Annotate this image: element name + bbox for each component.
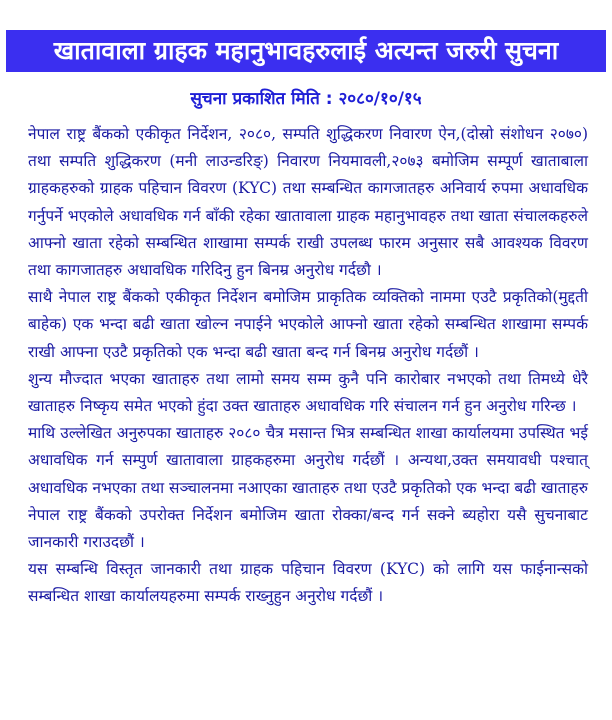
notice-title-banner [6, 30, 606, 72]
notice-title: खातावाला ग्राहक महानुभावहरुलाई अत्यन्त जरुरी सुचना [53, 36, 559, 65]
notice-paragraph-deadline: माथि उल्लेखित अनुरुपका खाताहरु २०८० चैत्र मसान्त भित्र सम्बन्धित शाखा कार्यालयमा उपस्थित भई अधावधिक गर्न सम्पुर्ण खातावाला ग्राहकहरुमा अनुरोध गर्दछौं । अन्यथा,उक्त समयावधी पश्चात् अधावधिक नभएका तथा सञ्चालनमा नआएका खाताहरु तथा एउटै प्रकृतिको एक भन्दा बढी खाताहरु नेपाल राष्ट्र बैंकको उपरोक्त निर्देशन बमोजिम खाता रोक्का/बन्द गर्न सक्ने ब्यहोरा यसै सुचनाबाट जानकारी गराउदछौं । [28, 424, 588, 552]
notice-paragraph-contact: यस सम्बन्धि विस्तृत जानकारी तथा ग्राहक पहिचान विवरण (KYC) को लागि यस फाईनान्सको सम्बन्धित शाखा कार्यालयहरुमा सम्पर्क राख्नुहुन अनुरोध गर्दछौं । [28, 560, 588, 606]
notice-paragraph-multiple-accounts: साथै नेपाल राष्ट्र बैंकको एकीकृत निर्देशन बमोजिम प्राकृतिक व्यक्तिको नाममा एउटै प्रकृतिको(मुद्दती बाहेक) एक भन्दा बढी खाता खोल्न नपाईने भएकोले आफ्नो खाता रहेको सम्बन्धित शाखामा सम्पर्क राखी आफ्ना एउटै प्रकृतिको एक भन्दा बढी खाता बन्द गर्न बिनम्र अनुरोध गर्दछौं । [28, 288, 588, 361]
notice-paragraph-kyc-update: नेपाल राष्ट्र बैंकको एकीकृत निर्देशन, २०८०, सम्पति शुद्धिकरण निवारण ऐन,(दोस्रो संशोधन २०७०) तथा सम्पति शुद्धिकरण (मनी लाउन्डरिङ्) निवारण नियमावली,२०७३ बमोजिम सम्पूर्ण खाताबाला ग्राहकहरुको ग्राहक पहिचान विवरण (KYC) तथा सम्बन्धित कागजातहरु अनिवार्य रुपमा अधावधिक गर्नुपर्ने भएकोले अधावधिक गर्न बाँकी रहेका खातावाला ग्राहक महानुभावहरु तथा खाता संचालकहरुले आफ्नो खाता रहेको सम्बन्धित शाखामा सम्पर्क राखी उपलब्ध फारम अनुसार सबै आवश्यक विवरण तथा कागजातहरु अधावधिक गरिदिनु हुन बिनम्र अनुरोध गर्दछौ । [28, 125, 588, 280]
notice-paragraph-dormant-accounts: शुन्य मौज्दात भएका खाताहरु तथा लामो समय सम्म कुनै पनि कारोबार नभएको तथा तिमध्ये धेरै खाताहरु निष्कृय समेत भएको हुंदा उक्त खाताहरु अधावधिक गरि संचालन गर्न हुन अनुरोध गरिन्छ । [28, 369, 588, 416]
notice-body [28, 121, 588, 611]
published-date: सुचना प्रकाशित मिति : २०८०/१०/१५ [190, 89, 422, 109]
